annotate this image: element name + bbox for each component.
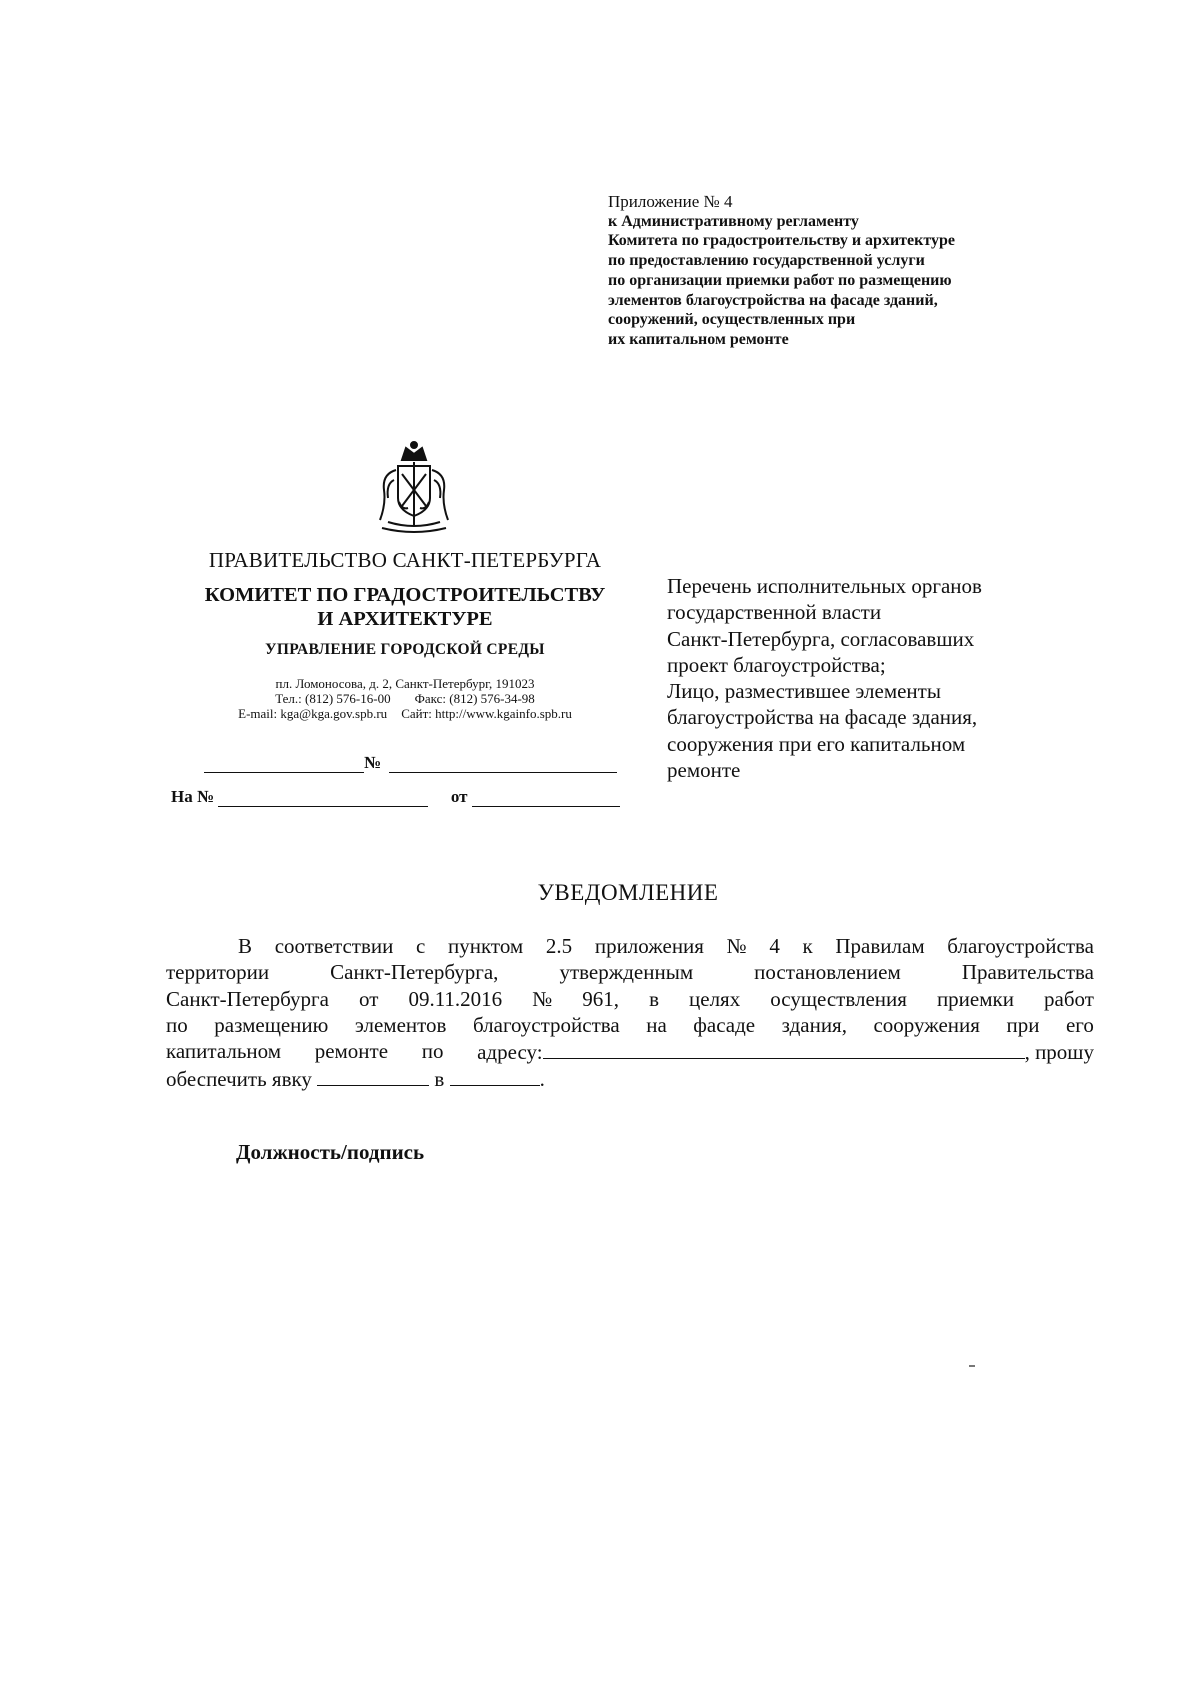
body-word: приложения xyxy=(594,934,704,958)
government-name: ПРАВИТЕЛЬСТВО САНКТ-ПЕТЕРБУРГА xyxy=(208,548,602,572)
appendix-block xyxy=(608,192,1078,350)
contact-info xyxy=(170,676,640,721)
address-label: адресу: xyxy=(477,1040,543,1065)
body-word: элементов xyxy=(354,1012,447,1037)
body-word: В xyxy=(238,934,253,958)
body-word: от xyxy=(359,986,379,1011)
department-name: УПРАВЛЕНИЕ ГОРОДСКОЙ СРЕДЫ xyxy=(265,641,545,658)
address-segment xyxy=(477,1038,1094,1065)
request-word: , прошу xyxy=(1024,1040,1094,1065)
appearance-at-label: в xyxy=(434,1067,445,1092)
body-word: № xyxy=(726,934,747,958)
committee-line: И АРХИТЕКТУРЕ xyxy=(317,608,493,630)
outgoing-number-line xyxy=(204,753,617,773)
appendix-line: Приложение № 4 xyxy=(608,192,733,211)
body-word: 4 xyxy=(769,934,780,958)
body-word: Санкт-Петербурга, xyxy=(330,960,499,985)
body-word: соответствии xyxy=(274,934,394,958)
ref-number-label: На № xyxy=(171,787,215,806)
notification-body xyxy=(166,933,1094,1093)
number-sign: № xyxy=(364,753,382,772)
body-word: с xyxy=(416,934,426,958)
body-word: по xyxy=(421,1039,444,1064)
address-blank xyxy=(543,1038,1025,1059)
appendix-line: элементов благоустройства на фасаде зданий, xyxy=(608,291,938,309)
appendix-line: их капитальном ремонте xyxy=(608,330,789,348)
body-line-5 xyxy=(166,1038,1094,1065)
fax: Факс: (812) 576-34-98 xyxy=(414,691,535,706)
body-word: в xyxy=(649,986,659,1011)
body-word: к xyxy=(802,934,813,958)
body-word: 961, xyxy=(582,986,620,1011)
body-line-1 xyxy=(166,933,1094,959)
body-word: работ xyxy=(1044,986,1094,1011)
website: Сайт: http://www.kgainfo.spb.ru xyxy=(401,706,572,721)
body-word: сооружения xyxy=(873,1012,980,1037)
appendix-line: Комитета по градостроительству и архитектуре xyxy=(608,232,955,250)
body-word: пунктом xyxy=(448,934,524,958)
body-word: Санкт-Петербурга xyxy=(166,986,329,1011)
body-word: размещению xyxy=(214,1012,329,1037)
addressee-line: проект благоустройства; xyxy=(667,652,886,677)
body-line-3 xyxy=(166,986,1094,1012)
postal-address: пл. Ломоносова, д. 2, Санкт-Петербург, 191023 xyxy=(275,676,535,691)
coat-of-arms-icon xyxy=(372,440,456,538)
body-word: осуществления xyxy=(770,986,907,1011)
appearance-date-blank xyxy=(317,1065,429,1086)
committee-name xyxy=(170,583,640,631)
body-word: 09.11.2016 xyxy=(408,986,503,1011)
body-word: территории xyxy=(166,960,270,985)
appendix-line: к Административному регламенту xyxy=(608,212,859,230)
reference-number-line xyxy=(171,787,620,807)
document-title: УВЕДОМЛЕНИЕ xyxy=(537,880,719,905)
addressee-block xyxy=(667,573,1067,783)
body-word: благоустройства xyxy=(473,1012,620,1037)
body-line-6 xyxy=(166,1065,1094,1092)
addressee-line: Лицо, разместившее элементы xyxy=(667,679,941,704)
outgoing-date-blank xyxy=(204,755,364,773)
position-signature-label: Должность/подпись xyxy=(236,1140,425,1164)
body-word: капитальном xyxy=(166,1039,282,1064)
sentence-end: . xyxy=(539,1067,545,1092)
body-word: Правилам xyxy=(835,934,925,958)
body-word: на xyxy=(646,1012,667,1037)
addressee-line: благоустройства на фасаде здания, xyxy=(667,705,978,730)
scan-artifact xyxy=(969,1365,975,1367)
appendix-line: по организации приемки работ по размещению xyxy=(608,271,952,289)
appearance-time-blank xyxy=(450,1065,540,1086)
appearance-label: обеспечить явку xyxy=(166,1067,312,1092)
ref-date-blank xyxy=(472,789,620,807)
phone: Тел.: (812) 576-16-00 xyxy=(275,691,391,706)
email: E-mail: kga@kga.gov.spb.ru xyxy=(238,706,388,721)
body-word: приемки xyxy=(936,986,1014,1011)
body-word: ремонте xyxy=(314,1039,389,1064)
addressee-line: государственной власти xyxy=(667,600,882,625)
body-word: Правительства xyxy=(961,960,1094,985)
addressee-line: Санкт-Петербурга, согласовавших xyxy=(667,626,975,651)
body-word: фасаде xyxy=(693,1012,756,1037)
body-word: постановлением xyxy=(754,960,901,985)
body-word: его xyxy=(1065,1012,1094,1037)
body-word: № xyxy=(532,986,553,1011)
ref-number-blank xyxy=(218,789,428,807)
body-line-2 xyxy=(166,959,1094,985)
body-word: утвержденным xyxy=(559,960,694,985)
addressee-line: сооружения при его капитальном xyxy=(667,731,966,756)
committee-line: КОМИТЕТ ПО ГРАДОСТРОИТЕЛЬСТВУ xyxy=(204,584,606,606)
phone-fax-line xyxy=(170,691,640,706)
body-word: 2.5 xyxy=(545,934,573,958)
body-word: по xyxy=(166,1012,188,1037)
addressee-line: Перечень исполнительных органов xyxy=(667,574,982,598)
appendix-line: по предоставлению государственной услуги xyxy=(608,252,925,270)
body-line-4 xyxy=(166,1012,1094,1038)
letterhead xyxy=(170,547,640,721)
body-word: при xyxy=(1006,1012,1040,1037)
body-word: целях xyxy=(689,986,741,1011)
body-word: благоустройства xyxy=(947,934,1094,958)
appendix-line: сооружений, осуществленных при xyxy=(608,311,856,329)
outgoing-number-blank xyxy=(389,755,617,773)
ref-date-label: от xyxy=(450,787,468,806)
body-word: здания, xyxy=(781,1012,847,1037)
email-site-line xyxy=(170,706,640,721)
addressee-line: ремонте xyxy=(667,758,741,783)
